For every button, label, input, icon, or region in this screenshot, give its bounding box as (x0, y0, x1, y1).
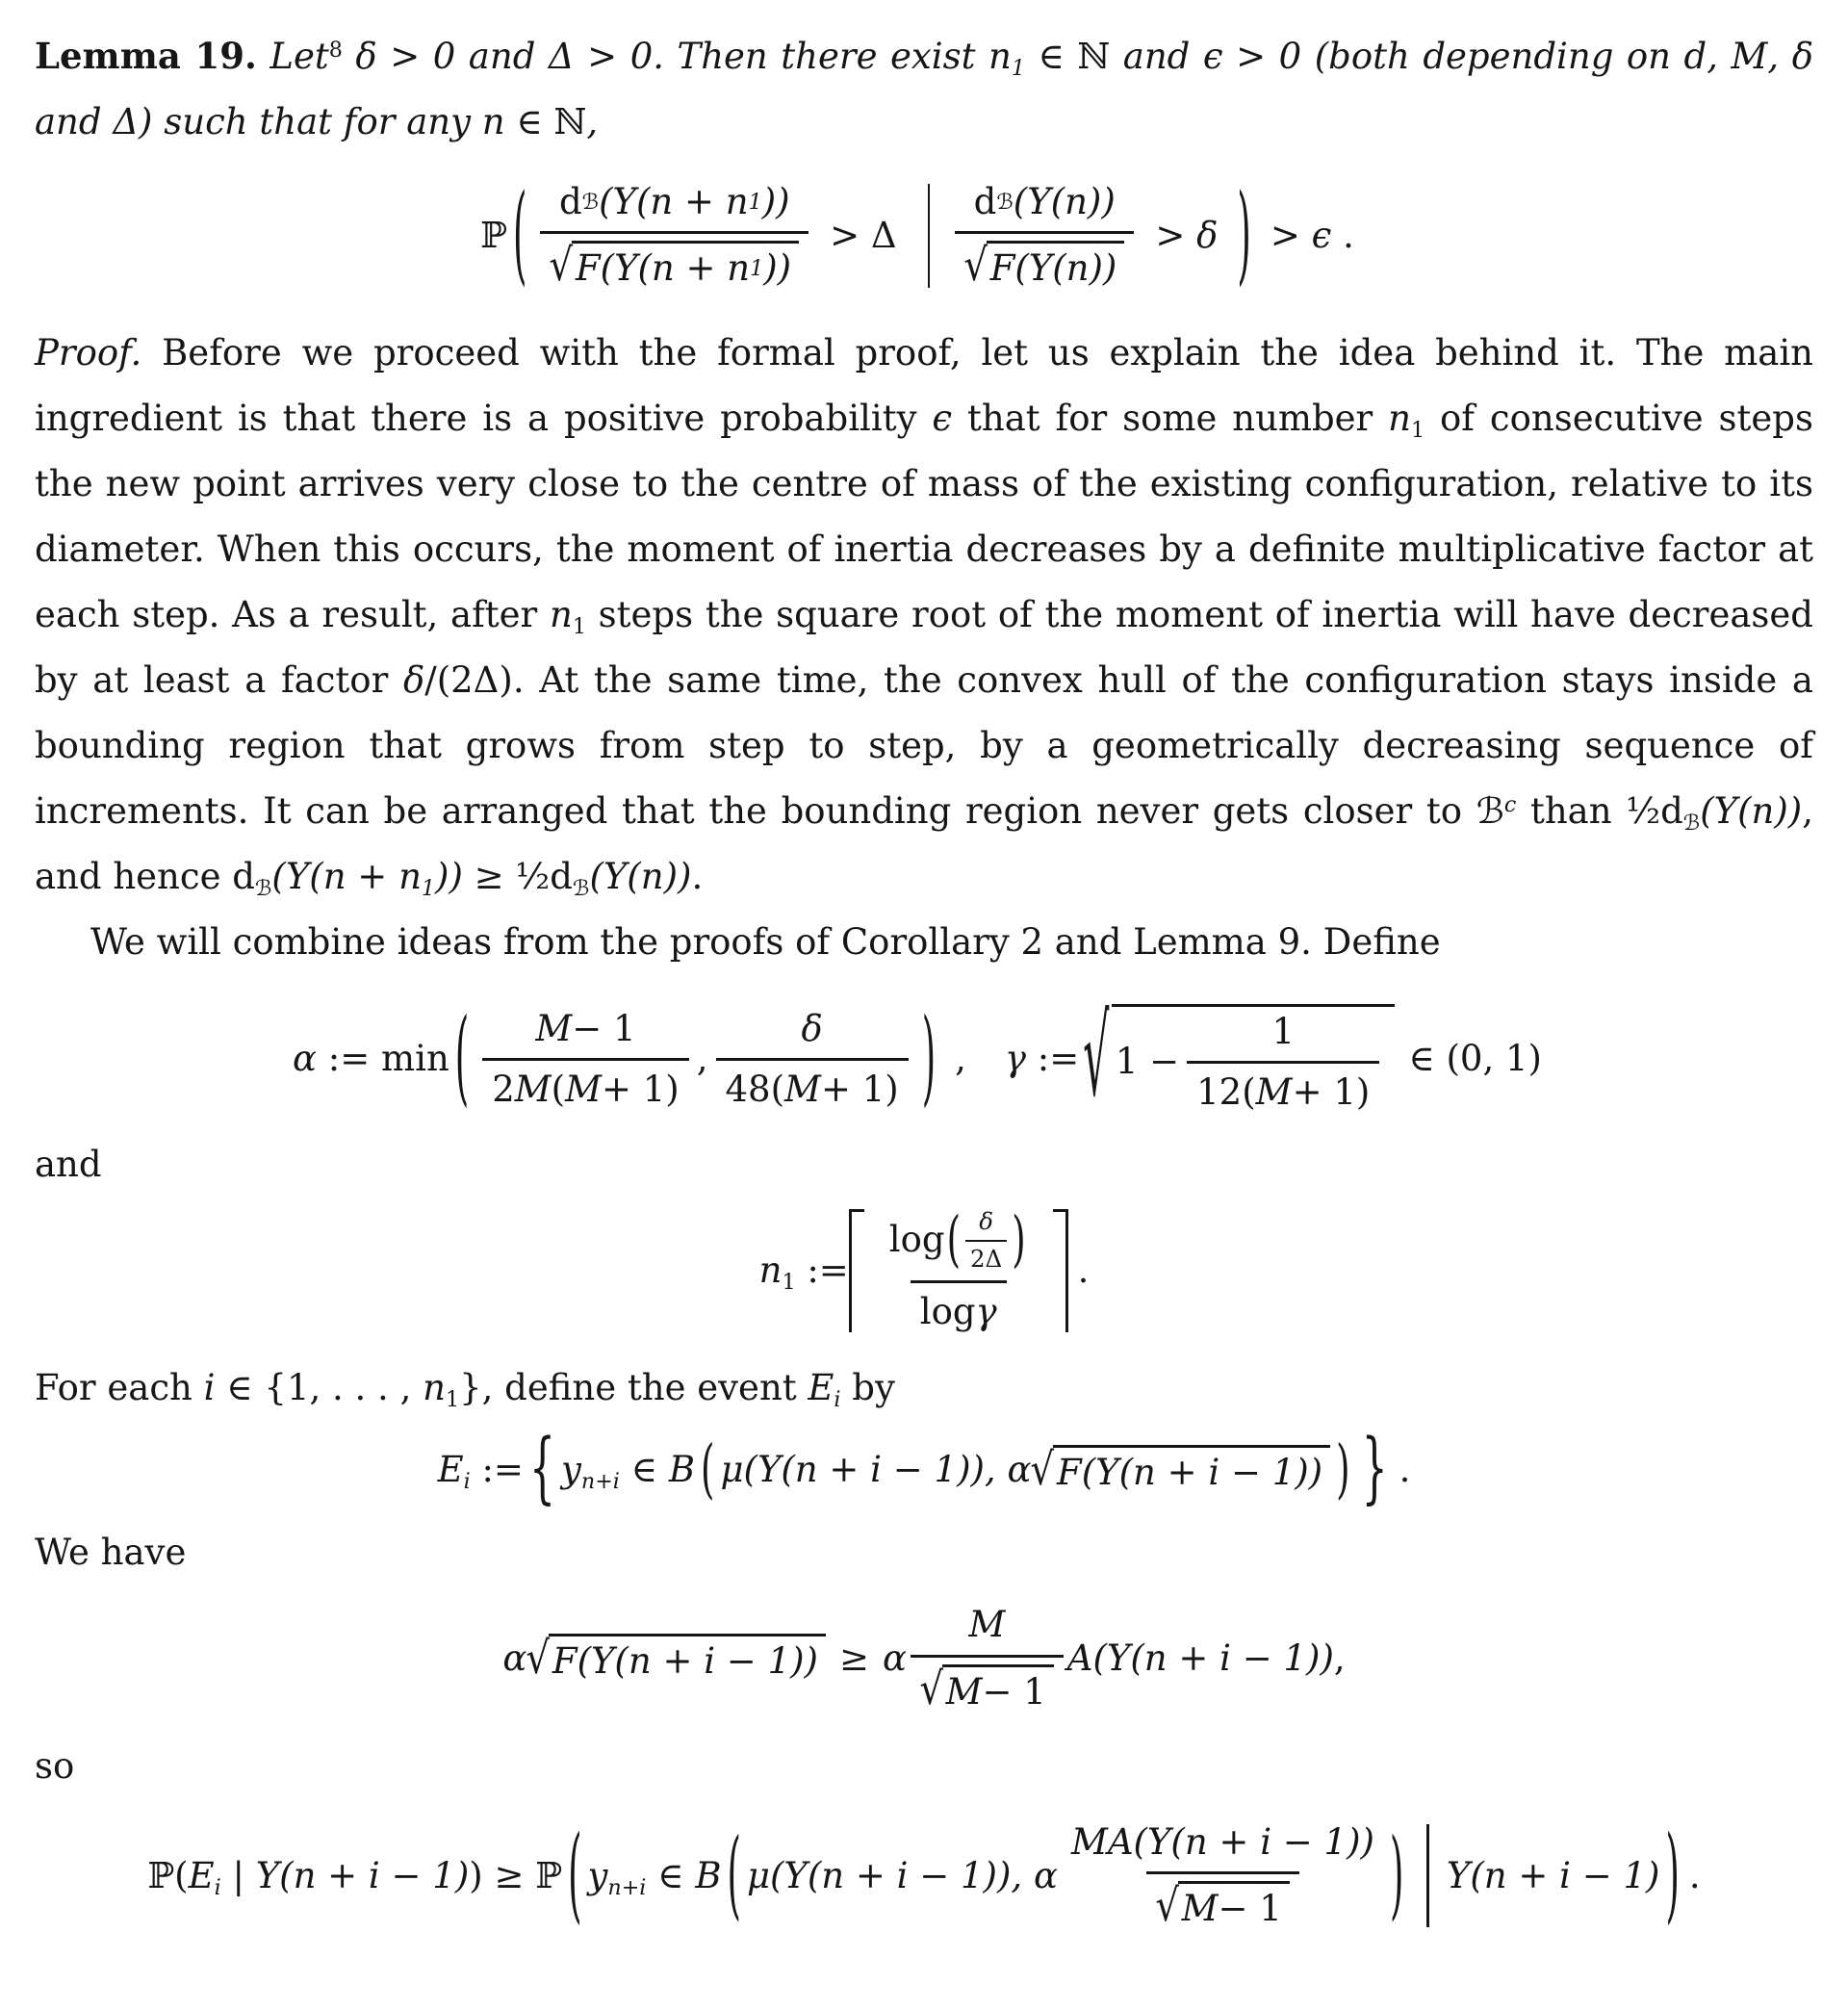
period: . (1077, 1250, 1090, 1292)
log-label: log (888, 1219, 945, 1261)
fraction-logs (880, 1203, 1038, 1334)
conditional-bar (1426, 1824, 1429, 1928)
fraction-left (540, 180, 808, 292)
radicand: F(Y(n + i − 1)) (1053, 1445, 1330, 1495)
fraction-denominator (540, 231, 808, 291)
wehave-label: We have (35, 1532, 187, 1574)
alpha-coefficient: α (883, 1637, 907, 1680)
fraction-denominator: 12( M + 1) (1187, 1061, 1379, 1115)
lemma-statement (35, 23, 1813, 155)
relation-geq: ≥ (838, 1637, 869, 1680)
fraction-one-over (1187, 1010, 1379, 1116)
radicand: F(Y(n + n 1 )) (572, 241, 799, 291)
big-right-brace: } (1361, 1425, 1388, 1515)
small-right-paren: ) (1012, 1203, 1026, 1276)
conditional-bar (928, 184, 931, 288)
radicand (1112, 1004, 1395, 1116)
fraction-denominator: log γ (911, 1280, 1007, 1334)
membership: $y_{n+i}$ ∈ B (587, 1854, 722, 1900)
A-term: A(Y(n + i − 1)), (1066, 1637, 1346, 1680)
big-left-paren: ( (454, 997, 470, 1118)
fraction-denominator (955, 231, 1134, 291)
in-interval: ∈ (0, 1) (1408, 1038, 1542, 1080)
radical (1156, 1881, 1290, 1931)
fraction-denominator: 48( M + 1) (716, 1058, 909, 1112)
ball-arguments: μ(Y(n + i − 1)), α (746, 1854, 1058, 1896)
probability-operator: ℙ (480, 214, 507, 256)
big-left-paren: ( (568, 1814, 582, 1935)
big-right-paren: ) (921, 997, 937, 1118)
event-lhs: $E_i$ := (437, 1448, 524, 1494)
equation-alpha-gamma (35, 992, 1813, 1121)
ceiling-left-bracket (849, 1209, 864, 1332)
radicand: M − 1 (1178, 1881, 1290, 1931)
radicand: M − 1 (942, 1664, 1054, 1714)
fraction-denominator (911, 1655, 1064, 1714)
radical (550, 241, 799, 291)
big-left-paren: ( (512, 171, 527, 296)
small-fraction (965, 1207, 1007, 1274)
fraction-denominator (1146, 1871, 1299, 1931)
fraction-numerator: MA(Y(n + i − 1)) (1070, 1820, 1374, 1863)
small-left-paren: ( (946, 1203, 962, 1276)
so-label: so (35, 1744, 75, 1787)
ball-arguments: μ(Y(n + i − 1)), α (720, 1448, 1032, 1490)
fraction-numerator: M − 1 (535, 1007, 636, 1049)
lemma-body: Let$^8$ δ > 0 and Δ > 0. Then there exist $n_1$ ∈ ℕ and ϵ > 0 (both depending on d, M, δ and Δ) such that for any n ∈ ℕ, (35, 36, 1813, 142)
fraction-MA-over-sqrt (1062, 1820, 1384, 1932)
fraction-delta (716, 1007, 909, 1113)
equation-bound (35, 1603, 1813, 1714)
fraction-numerator: 1 (1271, 1010, 1295, 1052)
fraction-numerator: δ (801, 1007, 823, 1049)
one-minus: 1 − (1115, 1041, 1180, 1083)
log-row (888, 1203, 1028, 1276)
radicand: F(Y(n + i − 1)) (549, 1634, 826, 1684)
proof-paragraph: Proof. Before we proceed with the formal proof, let us explain the idea behind it. The main ingredient is that there is a positive probability ϵ that for some number $n_1$ of consecutive steps the new point arrives very close to the centre of mass of the existing configuration, relative to its diameter. When this occurs, the moment of inertia decreases by a definite multiplicative factor at each step. As a result, after $n_1$ steps the square root of the moment of inertia will have decreased by at least a factor δ/(2Δ). At the same time, the convex hull of the configuration stays inside a bounding region that grows from step to step, by a geometrically decreasing sequence of increments. It can be arranged that the bounding region never gets closer to ℬ$^c$ than $\frac{1}{2}d_ℬ(Y(n))$, and hence $d_ℬ(Y(n + n_1))$ ≥ $\frac{1}{2}d_ℬ(Y(n))$. (35, 331, 1813, 901)
radical-sign: √ (1155, 1879, 1180, 1932)
big-right-paren: ) (1665, 1814, 1680, 1935)
ceiling-right-bracket (1053, 1209, 1068, 1332)
relation-gt-epsilon: > ϵ . (1270, 214, 1354, 256)
radical-sign: √ (1030, 1443, 1055, 1495)
radical-sign: √ (526, 1632, 551, 1685)
radical-sign: √ (549, 239, 574, 292)
relation-gt-Delta: > Δ (830, 214, 897, 256)
fraction-denominator: 2Δ (965, 1240, 1007, 1275)
equation-n1 (35, 1203, 1813, 1334)
fraction-numerator: δ (979, 1207, 993, 1235)
big-right-paren: ) (1336, 1431, 1350, 1507)
radical-tall (1079, 992, 1395, 1121)
equation-probability (35, 171, 1813, 296)
combine-paragraph: We will combine ideas from the proofs of Corollary 2 and Lemma 9. Define (90, 920, 1441, 963)
fraction-numerator: d ℬ (Y(n + n 1 )) (558, 181, 790, 222)
fraction-M-minus-1 (482, 1007, 689, 1113)
fraction-denominator: 2 M ( M + 1) (482, 1058, 689, 1112)
radical-sign: √ (1083, 992, 1110, 1121)
big-left-paren: ( (701, 1431, 715, 1507)
fraction-numerator: M (968, 1604, 1006, 1646)
radical (920, 1664, 1054, 1714)
relation-gt-delta: > δ (1155, 214, 1219, 256)
radical-sign: √ (919, 1662, 944, 1714)
alpha-coefficient: α (502, 1637, 527, 1680)
and-label: and (35, 1144, 102, 1185)
radicand: F(Y(n)) (987, 241, 1125, 291)
conditioning-term: Y(n + i − 1) (1446, 1854, 1660, 1896)
radical (1031, 1445, 1330, 1495)
foreach-line: For each i ∈ {1, . . . , $n_1$}, define the event $E_i$ by (35, 1367, 895, 1413)
fraction-M-over-sqrt (911, 1603, 1064, 1714)
radical-sign: √ (963, 239, 988, 292)
radical (526, 1634, 826, 1684)
final-lhs: $ℙ(E_i$ | Y(n + i − 1)) ≥ ℙ (147, 1854, 563, 1900)
radical (964, 241, 1124, 291)
big-right-paren: ) (1237, 171, 1251, 296)
n1-lhs: $n_1$ := (758, 1250, 849, 1296)
fraction-numerator (880, 1203, 1038, 1280)
big-right-paren-inner: ) (1389, 1817, 1404, 1931)
comma-separator: , (955, 1038, 966, 1080)
period: . (1399, 1448, 1411, 1490)
big-left-brace: { (528, 1425, 556, 1515)
fraction-right (955, 180, 1134, 292)
big-left-paren-inner: ( (727, 1817, 741, 1931)
event-membership: $y_{n+i}$ ∈ B (561, 1448, 696, 1494)
lemma-heading: Lemma 19. (35, 35, 257, 77)
equation-event (35, 1425, 1813, 1515)
equation-final (35, 1814, 1813, 1935)
fraction-numerator: d ℬ (Y(n)) (973, 181, 1116, 222)
alpha-lhs: α := min (293, 1038, 449, 1080)
gamma-lhs: γ := (1004, 1038, 1080, 1080)
period: . (1688, 1854, 1701, 1896)
comma: , (696, 1038, 708, 1080)
